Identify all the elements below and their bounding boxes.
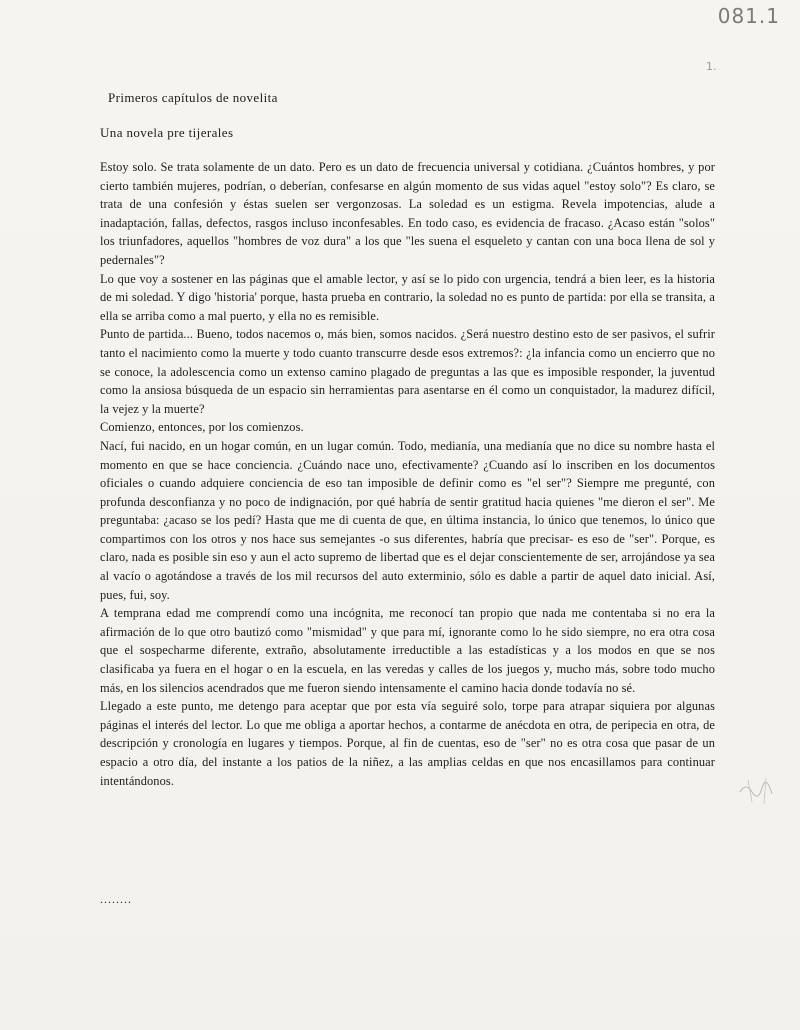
paragraph-5: Nací, fui nacido, en un hogar común, en un lugar común. Todo, medianía, una medianía que no dice su nombre hasta el momento en que se hace conciencia. ¿Cuándo nace uno, efectivamente? ¿Cuando así lo inscriben en los documentos oficiales o cuando adquiere conciencia de eso tan imposible de definir como es "el ser"? Siempre me pregunté, con profunda desconfianza y no poco de indignación, por qué habría de sentir gratitud hacia quienes "me dieron el ser". Me preguntaba: ¿acaso se los pedí? Hasta que me di cuenta de que, en última instancia, lo único que tenemos, lo único que compartimos con los otros y nos hace sus semejantes -o sus diferentes, habría que precisar- es eso de "ser". Porque, es claro, nada es posible sin eso y aun el acto supremo de libertad que es el dejar conscientemente de ser, arrojándose ya sea al vacío o agotándose a través de los mil recursos del auto exterminio, sólo es dable a partir de aquel dato inicial. Así, pues, fui, soy. [100, 438, 715, 602]
document-heading: Primeros capítulos de novelita [108, 90, 278, 105]
closing-ellipsis: ........ [100, 892, 132, 906]
paragraph-1: Estoy solo. Se trata solamente de un dato. Pero es un dato de frecuencia universal y cotidiana. ¿Cuántos hombres, y por cierto también mujeres, podrían, o deberían, confesarse en algún momento de sus vidas aquel "estoy solo"? Es claro, se trata de una confesión y éstas suelen ser vergonzosas. La soledad es un estigma. Revela impotencias, alude a inadaptación, fallas, defectos, rasgos incluso inconfesables. En todo caso, es evidencia de fracaso. ¿Acaso están "solos" los triunfadores, aquellos "hombres de voz dura" a los que "les suena el esqueleto y cantan con una boca llena de sol y pedernales"? [100, 160, 715, 267]
folio-number: 081.1 [717, 4, 780, 28]
paragraph-3: Punto de partida... Bueno, todos nacemos o, más bien, somos nacidos. ¿Será nuestro destino esto de ser pasivos, el sufrir tanto el nacimiento como la muerte y todo cuanto transcurre desde esos extremos?: ¿la infancia como un encierro que no se conoce, la adolescencia como un extenso camino plagado de preguntas a las que es imposible responder, la juventud como la ansiosa búsqueda de un espacio sin herramientas para asentarse en él como un conquistador, la madurez difícil, la vejez y la muerte? [100, 327, 715, 416]
paragraph-6: A temprana edad me comprendí como una incógnita, me reconocí tan propio que nada me contentaba si no era la afirmación de lo que otro bautizó como "mismidad" y que para mí, ignorante como lo he sido siempre, no era otra cosa que el sospecharme diferente, extraño, absolutamente irreductible a las estadísticas y a los modos en que se nos clasificaba ya fuera en el hogar o en la escuela, en las veredas y calles de los juegos y, mucho más, sobre todo mucho más, en los silencios acendrados que me fueron siendo intensamente el camino hacia donde todavía no sé. [100, 606, 715, 695]
paragraph-2: Lo que voy a sostener en las páginas que el amable lector, y así se lo pido con urgencia, tendrá a bien leer, es la historia de mi soledad. Y digo 'historia' porque, hasta prueba en contrario, la soledad no es punto de partida: por ella se transita, a ella se arriba como a mal puerto, y ella no es remisible. [100, 271, 715, 323]
margin-note: 1. [706, 60, 717, 73]
document-body [100, 158, 715, 790]
pencil-scribble-icon [736, 770, 786, 810]
document-subheading: Una novela pre tijerales [100, 125, 234, 140]
paragraph-4: Comienzo, entonces, por los comienzos. [100, 420, 304, 435]
paragraph-7: Llegado a este punto, me detengo para aceptar que por esta vía seguiré solo, torpe para atrapar siquiera por algunas páginas el interés del lector. Lo que me obliga a aportar hechos, a contarme de anécdota en otra, de peripecia en otra, de descripción y cronología en lugares y tiempos. Porque, al fin de cuentas, eso de "ser" no es otra cosa que pasar de un espacio a otro día, del instante a los patios de la niñez, a las amplias celdas en que nos encasillamos para continuar intentándonos. [100, 699, 715, 788]
